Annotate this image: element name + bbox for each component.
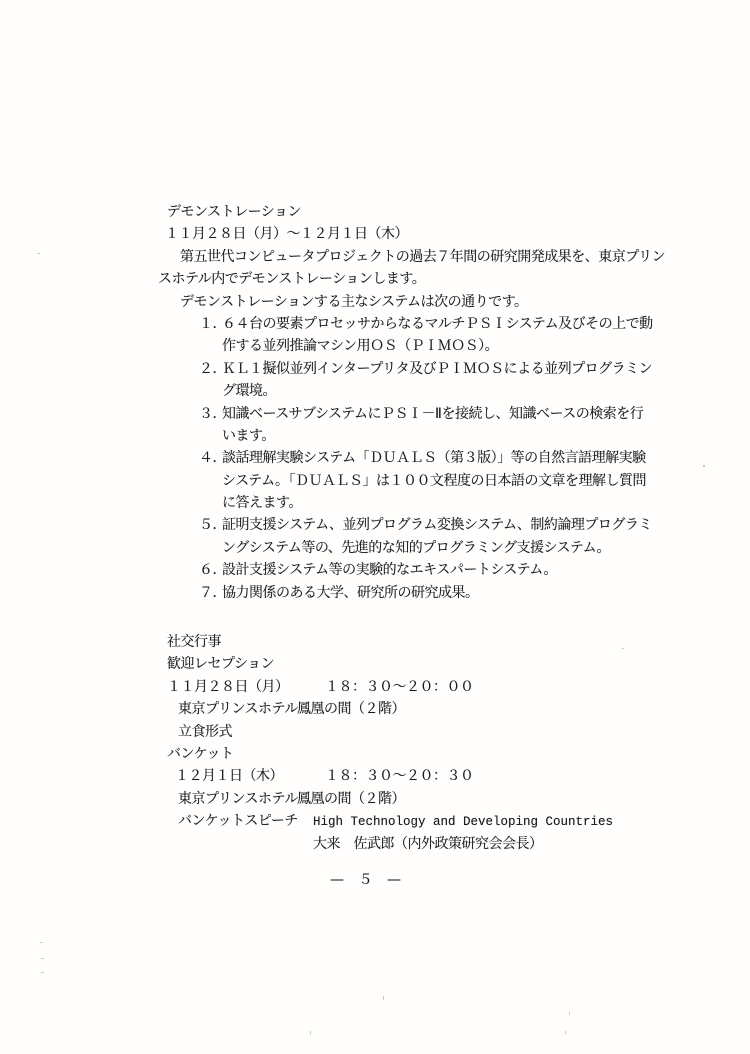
banquet-time: １８：３０～２０：３０ [325,768,474,785]
system-item-text: 協力関係のある大学、研究所の研究成果。 [222,584,479,601]
system-item-text: ６４台の要素プロセッサからなるマルチＰＳＩシステム及びその上で動 [222,315,653,332]
reception-style: 立食形式 [178,723,232,740]
reception-date: １１月２８日（月） [167,678,289,695]
system-item-2 [199,358,658,380]
system-item-5 [199,514,658,536]
system-item-number: １． [199,315,226,332]
system-item-2-continuation: グ環境。 [222,383,276,400]
scan-speck [310,1031,311,1034]
banquet-speaker: 大来 佐武郎（内外政策研究会会長） [313,835,543,852]
system-item-number: ７． [199,584,226,601]
page-content [158,201,666,855]
banquet-room: 鳳凰の間（２階） [297,790,405,807]
system-item-text: 証明支援システム、並列プログラム変換システム、制約論理プログラミ [222,517,652,534]
system-item-3 [199,403,658,425]
demo-date-range: １１月２８日（月）～１２月１日（木） [165,226,408,243]
scan-speck [622,648,624,649]
system-item-text: ＫＬ１擬似並列インタープリタ及びＰＩＭＯＳによる並列プログラミン [222,360,653,377]
page-number: — ５ — [330,872,406,888]
banquet-date: １２月１日（木） [175,768,283,785]
banquet-speech-label: バンケットスピーチ [178,813,298,830]
banquet-title: バンケット [167,745,234,762]
reception-datetime [167,676,658,698]
scan-speck [569,1012,570,1015]
reception-room: 鳳凰の間（２階） [297,701,405,718]
scan-speck [41,958,44,959]
reception-title: 歓迎レセプション [167,656,275,673]
system-item-number: ３． [199,405,226,422]
system-item-4 [199,447,658,469]
system-item-7 [199,582,658,604]
scan-speck [41,972,44,973]
system-item-1-continuation: 作する並列推論マシン用ＯＳ（ＰＩＭＯＳ）。 [222,338,499,355]
system-item-5-continuation: ングシステム等の、先進的な知的プログラミング支援システム。 [222,539,610,556]
system-item-text: 設計支援システム等の実験的なエキスパートシステム。 [222,562,557,579]
reception-venue [178,698,658,720]
scan-speck [565,1031,566,1034]
scan-speck [703,465,705,467]
demo-section-title: デモンストレーション [167,204,302,220]
system-item-number: ４． [199,450,226,467]
banquet-datetime [175,765,658,787]
banquet-speech [178,810,658,832]
system-item-6 [199,559,658,581]
reception-time: １８：３０～２０：００ [325,678,474,695]
social-section-title: 社交行事 [167,634,221,651]
banquet-hotel: 東京プリンスホテル [178,790,298,807]
system-item-4-continuation: システム。「ＤＵＡＬＳ」は１００文程度の日本語の文章を理解し質問 [222,472,647,489]
system-item-3-continuation: います。 [222,427,275,444]
demo-intro-line: スホテル内でデモンストレーションします。 [158,271,426,288]
system-item-text: 談話理解実験システム「ＤＵＡＬＳ（第３版）」等の自然言語理解実験 [222,450,646,467]
banquet-venue [178,788,658,810]
system-item-text: 知識ベースサブシステムにＰＳＩ－Ⅱを接続し、知識ベースの検索を行 [222,405,644,422]
system-item-1 [199,313,658,335]
system-item-number: ６． [199,562,226,579]
system-item-4-continuation: に答えます。 [222,495,302,512]
demo-list-intro: デモンストレーションする主なシステムは次の通りです。 [180,293,528,310]
reception-hotel: 東京プリンスホテル [178,701,298,718]
scan-speck [383,996,384,1000]
demo-intro-line: 第五世代コンピュータプロジェクトの過去７年間の研究開発成果を、東京プリン [180,248,666,265]
system-item-number: ５． [199,517,226,534]
scan-speck [37,253,40,254]
system-item-number: ２． [199,360,226,377]
scan-speck [40,942,43,943]
banquet-speech-title: High Technology and Developing Countries [313,815,614,830]
